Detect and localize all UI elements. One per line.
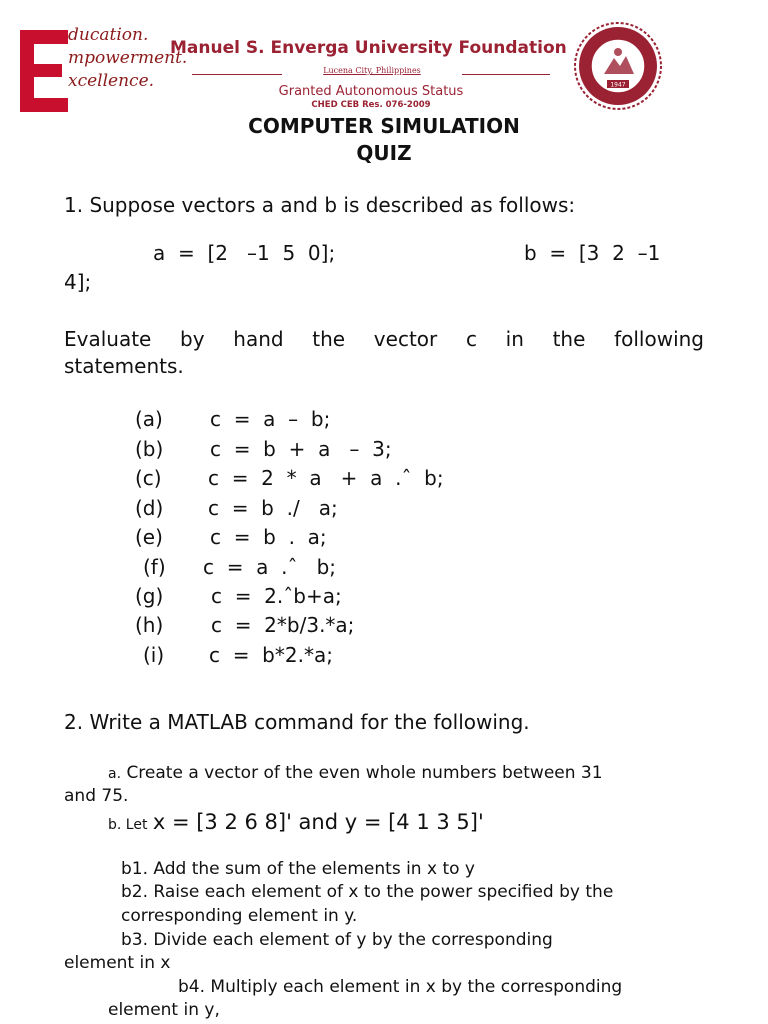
q1-intro: 1. Suppose vectors a and b is described as follows: bbox=[64, 193, 576, 217]
university-name: Manuel S. Enverga University Foundation bbox=[170, 38, 567, 58]
q1-item-label: (e) bbox=[135, 525, 163, 549]
q1-item-label: (i) bbox=[143, 643, 165, 667]
q1-item-label: (d) bbox=[135, 496, 164, 520]
university-seal-icon bbox=[574, 22, 662, 110]
q1-vector-a: a = [2 –1 5 0]; bbox=[153, 241, 336, 265]
q1-evaluate-line1: Evaluate by hand the vector c in the following bbox=[64, 327, 704, 351]
q2-b3: b3. Divide each element of y by the corresponding bbox=[121, 930, 553, 950]
q2-b1: b1. Add the sum of the elements in x to y bbox=[121, 859, 475, 879]
q1-item-expr: c = 2.ˆb+a; bbox=[211, 584, 342, 608]
q2-b3-cont: element in x bbox=[64, 953, 171, 973]
q2-part-a-text: Create a vector of the even whole numbers between 31 bbox=[126, 763, 603, 783]
q2-part-a bbox=[108, 763, 603, 783]
slogan-education: ducation. bbox=[68, 25, 149, 45]
page-subtitle: QUIZ bbox=[356, 141, 412, 165]
education-logo-e bbox=[20, 30, 68, 112]
q2-b4: b4. Multiply each element in x by the corresponding bbox=[178, 977, 623, 997]
q2-b2: b2. Raise each element of x to the power specified by the bbox=[121, 882, 614, 902]
q1-item-label: (h) bbox=[135, 613, 164, 637]
q1-item-expr: c = b . a; bbox=[210, 525, 327, 549]
university-city: Lucena City, Philippines bbox=[282, 66, 462, 75]
q2-part-a-label: a. bbox=[108, 766, 122, 782]
q1-item-label: (b) bbox=[135, 437, 164, 461]
q1-item-label: (g) bbox=[135, 584, 164, 608]
q1-item-label: (f) bbox=[143, 555, 166, 579]
q1-vector-b: b = [3 2 –1 bbox=[524, 241, 661, 265]
q1-item-label: (c) bbox=[135, 466, 162, 490]
q1-item-expr: c = b + a – 3; bbox=[210, 437, 392, 461]
q2-part-b-label: b. Let bbox=[108, 817, 148, 833]
q2-part-b bbox=[108, 810, 484, 834]
q1-item-label: (a) bbox=[135, 407, 163, 431]
q2-intro: 2. Write a MATLAB command for the following. bbox=[64, 710, 530, 734]
seal-year: 1947 bbox=[610, 81, 626, 89]
autonomous-status: Granted Autonomous Status bbox=[278, 84, 464, 99]
q2-b4-cont: element in y, bbox=[108, 1000, 220, 1020]
q1-evaluate-line2: statements. bbox=[64, 354, 184, 378]
ched-resolution: CHED CEB Res. 076-2009 bbox=[311, 100, 431, 110]
q1-item-expr: c = 2 * a + a .ˆ b; bbox=[208, 466, 444, 490]
q2-part-a-cont: and 75. bbox=[64, 786, 129, 806]
slogan-excellence: xcellence. bbox=[68, 71, 155, 91]
q1-item-expr: c = 2*b/3.*a; bbox=[211, 613, 355, 637]
q1-item-expr: c = a – b; bbox=[210, 407, 331, 431]
q1-item-expr: c = b*2.*a; bbox=[209, 643, 333, 667]
q1-vector-b-cont: 4]; bbox=[64, 270, 92, 294]
page-title: COMPUTER SIMULATION bbox=[248, 114, 520, 138]
q1-item-expr: c = b ./ a; bbox=[208, 496, 338, 520]
q1-item-expr: c = a .ˆ b; bbox=[203, 555, 337, 579]
q2-b2-cont: corresponding element in y. bbox=[121, 906, 358, 926]
q2-part-b-text: x = [3 2 6 8]' and y = [4 1 3 5]' bbox=[152, 810, 484, 834]
slogan-empowerment: mpowerment. bbox=[68, 48, 188, 68]
